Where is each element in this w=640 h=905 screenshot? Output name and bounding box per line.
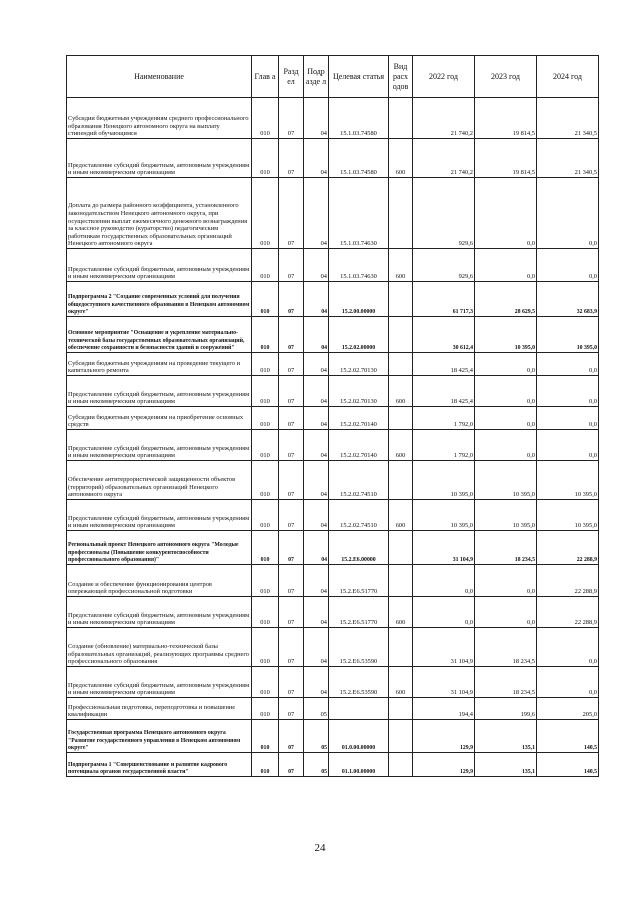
row-name-cell: Предоставление субсидий бюджетным, автономным учреждениям и иным некоммерческим организациям bbox=[67, 139, 252, 178]
row-name-cell: Региональный проект Ненецкого автономного округа "Молодые профессионалы (Повышение конкурентоспособности профессионального образования)" bbox=[67, 531, 252, 565]
budget-table bbox=[66, 55, 599, 777]
row-razdel-cell: 07 bbox=[279, 178, 304, 249]
row-value-2023-cell: 10 395,0 bbox=[475, 461, 537, 500]
row-expense-type-cell: 600 bbox=[389, 376, 413, 407]
row-expense-type-cell bbox=[389, 461, 413, 500]
row-value-2024-cell: 0,0 bbox=[537, 353, 599, 376]
row-podrazdel-cell: 04 bbox=[304, 282, 329, 317]
row-glava-cell: 010 bbox=[252, 139, 279, 178]
row-expense-type-cell bbox=[389, 753, 413, 777]
row-expense-type-cell bbox=[389, 565, 413, 597]
row-value-2023-cell: 0,0 bbox=[475, 249, 537, 282]
row-target-article-cell: 15.2.00.00000 bbox=[329, 282, 389, 317]
row-podrazdel-cell: 04 bbox=[304, 667, 329, 698]
row-target-article-cell: 01.0.00.00000 bbox=[329, 720, 389, 753]
row-target-article-cell: 15.1.03.74580 bbox=[329, 98, 389, 139]
row-value-2024-cell: 0,0 bbox=[537, 376, 599, 407]
table-row bbox=[67, 500, 599, 531]
header-expense-type: Вид расх одов bbox=[389, 56, 413, 98]
row-podrazdel-cell: 05 bbox=[304, 698, 329, 720]
row-value-2022-cell: 10 395,0 bbox=[413, 500, 475, 531]
row-value-2023-cell: 0,0 bbox=[475, 353, 537, 376]
row-podrazdel-cell: 04 bbox=[304, 139, 329, 178]
row-podrazdel-cell: 05 bbox=[304, 720, 329, 753]
row-value-2023-cell: 0,0 bbox=[475, 430, 537, 461]
row-razdel-cell: 07 bbox=[279, 430, 304, 461]
row-value-2024-cell: 21 340,5 bbox=[537, 98, 599, 139]
row-podrazdel-cell: 05 bbox=[304, 753, 329, 777]
row-razdel-cell: 07 bbox=[279, 698, 304, 720]
table-row bbox=[67, 353, 599, 376]
table-row bbox=[67, 628, 599, 667]
row-expense-type-cell bbox=[389, 98, 413, 139]
row-value-2024-cell: 22 288,9 bbox=[537, 531, 599, 565]
row-glava-cell: 010 bbox=[252, 667, 279, 698]
row-expense-type-cell: 600 bbox=[389, 597, 413, 628]
row-value-2024-cell: 140,5 bbox=[537, 753, 599, 777]
header-podrazdel: Подр азде л bbox=[304, 56, 329, 98]
row-value-2023-cell: 135,1 bbox=[475, 753, 537, 777]
row-razdel-cell: 07 bbox=[279, 407, 304, 430]
row-value-2022-cell: 0,0 bbox=[413, 565, 475, 597]
row-glava-cell: 010 bbox=[252, 249, 279, 282]
row-razdel-cell: 07 bbox=[279, 628, 304, 667]
row-name-cell: Предоставление субсидий бюджетным, автономным учреждениям и иным некоммерческим организациям bbox=[67, 597, 252, 628]
row-value-2022-cell: 30 612,4 bbox=[413, 317, 475, 353]
row-value-2022-cell: 1 792,0 bbox=[413, 430, 475, 461]
row-podrazdel-cell: 04 bbox=[304, 531, 329, 565]
table-row bbox=[67, 753, 599, 777]
row-target-article-cell: 15.1.03.74580 bbox=[329, 139, 389, 178]
row-name-cell: Создание и обеспечение функционирования центров опережающей профессиональной подготовки bbox=[67, 565, 252, 597]
row-glava-cell: 010 bbox=[252, 720, 279, 753]
row-razdel-cell: 07 bbox=[279, 376, 304, 407]
row-glava-cell: 010 bbox=[252, 353, 279, 376]
page-number: 24 bbox=[314, 842, 326, 854]
row-value-2022-cell: 10 395,0 bbox=[413, 461, 475, 500]
row-value-2023-cell: 0,0 bbox=[475, 565, 537, 597]
header-name: Наименование bbox=[67, 56, 252, 98]
row-name-cell: Доплата до размера районного коэффициента, установленного законодательством Ненецкого автономного округа, при осуществлении выплат ежемесячного денежного вознаграждения за классное руководство (кураторство) педагогическим работникам государственных образовательных организаций Ненецкого автономного округа bbox=[67, 178, 252, 249]
row-expense-type-cell bbox=[389, 628, 413, 667]
row-value-2022-cell: 1 792,0 bbox=[413, 407, 475, 430]
row-razdel-cell: 07 bbox=[279, 249, 304, 282]
table-row bbox=[67, 720, 599, 753]
row-name-cell: Предоставление субсидий бюджетным, автономным учреждениям и иным некоммерческим организациям bbox=[67, 500, 252, 531]
row-glava-cell: 010 bbox=[252, 461, 279, 500]
row-podrazdel-cell: 04 bbox=[304, 249, 329, 282]
budget-table-sheet bbox=[66, 55, 598, 777]
row-value-2023-cell: 135,1 bbox=[475, 720, 537, 753]
row-value-2022-cell: 61 717,3 bbox=[413, 282, 475, 317]
row-glava-cell: 010 bbox=[252, 628, 279, 667]
header-year-2022: 2022 год bbox=[413, 56, 475, 98]
row-razdel-cell: 07 bbox=[279, 282, 304, 317]
row-expense-type-cell: 600 bbox=[389, 249, 413, 282]
row-expense-type-cell: 600 bbox=[389, 139, 413, 178]
row-target-article-cell: 15.2.E6.53590 bbox=[329, 667, 389, 698]
row-podrazdel-cell: 04 bbox=[304, 430, 329, 461]
row-expense-type-cell bbox=[389, 353, 413, 376]
table-row bbox=[67, 667, 599, 698]
row-glava-cell: 010 bbox=[252, 565, 279, 597]
row-value-2023-cell: 28 629,5 bbox=[475, 282, 537, 317]
row-value-2024-cell: 10 395,0 bbox=[537, 461, 599, 500]
table-row bbox=[67, 407, 599, 430]
row-name-cell: Создание (обновление) материально-технической базы образовательных организаций, реализующих программы среднего профессионального образования bbox=[67, 628, 252, 667]
row-razdel-cell: 07 bbox=[279, 461, 304, 500]
row-podrazdel-cell: 04 bbox=[304, 407, 329, 430]
row-value-2023-cell: 10 395,0 bbox=[475, 317, 537, 353]
table-row bbox=[67, 461, 599, 500]
row-name-cell: Обеспечение антитеррористической защищенности объектов (территорий) образовательных организаций Ненецкого автономного округа bbox=[67, 461, 252, 500]
row-target-article-cell: 15.2.E6.51770 bbox=[329, 597, 389, 628]
row-value-2022-cell: 21 740,2 bbox=[413, 139, 475, 178]
row-podrazdel-cell: 04 bbox=[304, 628, 329, 667]
row-podrazdel-cell: 04 bbox=[304, 353, 329, 376]
row-value-2024-cell: 21 340,5 bbox=[537, 139, 599, 178]
table-row bbox=[67, 531, 599, 565]
row-glava-cell: 010 bbox=[252, 317, 279, 353]
table-header-row bbox=[67, 56, 599, 98]
table-row bbox=[67, 430, 599, 461]
row-value-2022-cell: 929,6 bbox=[413, 178, 475, 249]
row-target-article-cell: 15.1.03.74630 bbox=[329, 178, 389, 249]
row-expense-type-cell bbox=[389, 282, 413, 317]
row-target-article-cell: 15.2.02.74510 bbox=[329, 500, 389, 531]
row-podrazdel-cell: 04 bbox=[304, 178, 329, 249]
row-expense-type-cell bbox=[389, 407, 413, 430]
row-target-article-cell: 15.2.02.70130 bbox=[329, 376, 389, 407]
row-value-2024-cell: 0,0 bbox=[537, 667, 599, 698]
table-row bbox=[67, 282, 599, 317]
table-body bbox=[67, 98, 599, 777]
row-value-2023-cell: 19 814,5 bbox=[475, 139, 537, 178]
row-razdel-cell: 07 bbox=[279, 597, 304, 628]
row-expense-type-cell bbox=[389, 720, 413, 753]
row-expense-type-cell bbox=[389, 317, 413, 353]
row-target-article-cell: 15.1.03.74630 bbox=[329, 249, 389, 282]
row-value-2024-cell: 22 288,9 bbox=[537, 565, 599, 597]
row-value-2023-cell: 0,0 bbox=[475, 407, 537, 430]
table-row bbox=[67, 178, 599, 249]
row-podrazdel-cell: 04 bbox=[304, 461, 329, 500]
row-value-2024-cell: 10 395,0 bbox=[537, 500, 599, 531]
row-value-2024-cell: 10 395,0 bbox=[537, 317, 599, 353]
row-value-2022-cell: 129,9 bbox=[413, 753, 475, 777]
row-name-cell: Субсидии бюджетным учреждениям среднего профессионального образования Ненецкого автономного округа на выплату стипендий обучающимся bbox=[67, 98, 252, 139]
row-glava-cell: 010 bbox=[252, 407, 279, 430]
row-razdel-cell: 07 bbox=[279, 353, 304, 376]
row-glava-cell: 010 bbox=[252, 430, 279, 461]
row-value-2023-cell: 10 395,0 bbox=[475, 500, 537, 531]
row-target-article-cell: 15.2.02.70140 bbox=[329, 407, 389, 430]
row-value-2023-cell: 199,6 bbox=[475, 698, 537, 720]
header-year-2023: 2023 год bbox=[475, 56, 537, 98]
row-value-2024-cell: 0,0 bbox=[537, 407, 599, 430]
header-razdel: Разд ел bbox=[279, 56, 304, 98]
row-name-cell: Предоставление субсидий бюджетным, автономным учреждениям и иным некоммерческим организациям bbox=[67, 376, 252, 407]
row-value-2023-cell: 18 234,5 bbox=[475, 667, 537, 698]
table-row bbox=[67, 317, 599, 353]
row-razdel-cell: 07 bbox=[279, 317, 304, 353]
row-value-2024-cell: 205,0 bbox=[537, 698, 599, 720]
row-value-2022-cell: 129,9 bbox=[413, 720, 475, 753]
table-row bbox=[67, 565, 599, 597]
row-razdel-cell: 07 bbox=[279, 565, 304, 597]
row-razdel-cell: 07 bbox=[279, 720, 304, 753]
row-expense-type-cell bbox=[389, 531, 413, 565]
row-value-2023-cell: 0,0 bbox=[475, 178, 537, 249]
row-value-2022-cell: 31 104,9 bbox=[413, 531, 475, 565]
row-razdel-cell: 07 bbox=[279, 667, 304, 698]
row-value-2023-cell: 18 234,5 bbox=[475, 531, 537, 565]
table-row bbox=[67, 597, 599, 628]
row-glava-cell: 010 bbox=[252, 531, 279, 565]
row-target-article-cell: 15.2.E6.51770 bbox=[329, 565, 389, 597]
row-glava-cell: 010 bbox=[252, 597, 279, 628]
row-target-article-cell: 15.2.02.70140 bbox=[329, 430, 389, 461]
row-value-2024-cell: 22 288,9 bbox=[537, 597, 599, 628]
row-value-2023-cell: 19 814,5 bbox=[475, 98, 537, 139]
row-podrazdel-cell: 04 bbox=[304, 98, 329, 139]
row-glava-cell: 010 bbox=[252, 500, 279, 531]
row-expense-type-cell: 600 bbox=[389, 667, 413, 698]
table-row bbox=[67, 376, 599, 407]
row-value-2022-cell: 18 425,4 bbox=[413, 353, 475, 376]
row-glava-cell: 010 bbox=[252, 98, 279, 139]
row-value-2022-cell: 18 425,4 bbox=[413, 376, 475, 407]
row-podrazdel-cell: 04 bbox=[304, 376, 329, 407]
row-glava-cell: 010 bbox=[252, 376, 279, 407]
row-podrazdel-cell: 04 bbox=[304, 565, 329, 597]
table-row bbox=[67, 249, 599, 282]
row-target-article-cell: 01.1.00.00000 bbox=[329, 753, 389, 777]
row-value-2022-cell: 21 740,2 bbox=[413, 98, 475, 139]
row-name-cell: Основное мероприятие "Оснащение и укрепление материально-технической базы государственных образовательных организаций, обеспечение сохранности и безопасности зданий и сооружений" bbox=[67, 317, 252, 353]
table-row bbox=[67, 98, 599, 139]
row-expense-type-cell bbox=[389, 178, 413, 249]
row-razdel-cell: 07 bbox=[279, 500, 304, 531]
row-value-2024-cell: 0,0 bbox=[537, 249, 599, 282]
row-glava-cell: 010 bbox=[252, 178, 279, 249]
row-razdel-cell: 07 bbox=[279, 139, 304, 178]
row-value-2023-cell: 18 234,5 bbox=[475, 628, 537, 667]
row-glava-cell: 010 bbox=[252, 753, 279, 777]
row-glava-cell: 010 bbox=[252, 698, 279, 720]
row-target-article-cell: 15.2.02.00000 bbox=[329, 317, 389, 353]
row-expense-type-cell: 600 bbox=[389, 500, 413, 531]
row-value-2022-cell: 194,4 bbox=[413, 698, 475, 720]
row-value-2022-cell: 929,6 bbox=[413, 249, 475, 282]
row-razdel-cell: 07 bbox=[279, 753, 304, 777]
row-name-cell: Субсидии бюджетным учреждениям на приобретение основных средств bbox=[67, 407, 252, 430]
row-glava-cell: 010 bbox=[252, 282, 279, 317]
header-target-article: Целевая статья bbox=[329, 56, 389, 98]
row-podrazdel-cell: 04 bbox=[304, 317, 329, 353]
row-razdel-cell: 07 bbox=[279, 531, 304, 565]
row-value-2023-cell: 0,0 bbox=[475, 597, 537, 628]
row-target-article-cell bbox=[329, 698, 389, 720]
row-name-cell: Субсидии бюджетным учреждениям на проведение текущего и капитального ремонта bbox=[67, 353, 252, 376]
row-value-2023-cell: 0,0 bbox=[475, 376, 537, 407]
row-name-cell: Профессиональная подготовка, переподготовка и повышение квалификации bbox=[67, 698, 252, 720]
table-row bbox=[67, 139, 599, 178]
row-value-2022-cell: 31 104,9 bbox=[413, 667, 475, 698]
row-name-cell: Предоставление субсидий бюджетным, автономным учреждениям и иным некоммерческим организациям bbox=[67, 430, 252, 461]
row-name-cell: Подпрограмма 1 "Совершенствование и развитие кадрового потенциала органов государственной власти" bbox=[67, 753, 252, 777]
row-name-cell: Предоставление субсидий бюджетным, автономным учреждениям и иным некоммерческим организациям bbox=[67, 667, 252, 698]
row-target-article-cell: 15.2.02.74510 bbox=[329, 461, 389, 500]
header-glava: Глав а bbox=[252, 56, 279, 98]
row-target-article-cell: 15.2.02.70130 bbox=[329, 353, 389, 376]
row-razdel-cell: 07 bbox=[279, 98, 304, 139]
row-podrazdel-cell: 04 bbox=[304, 500, 329, 531]
row-value-2022-cell: 0,0 bbox=[413, 597, 475, 628]
row-value-2024-cell: 0,0 bbox=[537, 178, 599, 249]
row-expense-type-cell bbox=[389, 698, 413, 720]
row-target-article-cell: 15.2.E6.00000 bbox=[329, 531, 389, 565]
row-podrazdel-cell: 04 bbox=[304, 597, 329, 628]
row-value-2024-cell: 0,0 bbox=[537, 430, 599, 461]
row-value-2024-cell: 0,0 bbox=[537, 628, 599, 667]
header-year-2024: 2024 год bbox=[537, 56, 599, 98]
row-value-2024-cell: 140,5 bbox=[537, 720, 599, 753]
row-name-cell: Подпрограмма 2 "Создание современных условий для получения общедоступного качественного образования в Ненецком автономном округе" bbox=[67, 282, 252, 317]
row-expense-type-cell: 600 bbox=[389, 430, 413, 461]
row-value-2022-cell: 31 104,9 bbox=[413, 628, 475, 667]
row-name-cell: Государственная программа Ненецкого автономного округа "Развитие государственного управления в Ненецком автономном округе" bbox=[67, 720, 252, 753]
row-value-2024-cell: 32 683,9 bbox=[537, 282, 599, 317]
table-row bbox=[67, 698, 599, 720]
row-name-cell: Предоставление субсидий бюджетным, автономным учреждениям и иным некоммерческим организациям bbox=[67, 249, 252, 282]
row-target-article-cell: 15.2.E6.53590 bbox=[329, 628, 389, 667]
